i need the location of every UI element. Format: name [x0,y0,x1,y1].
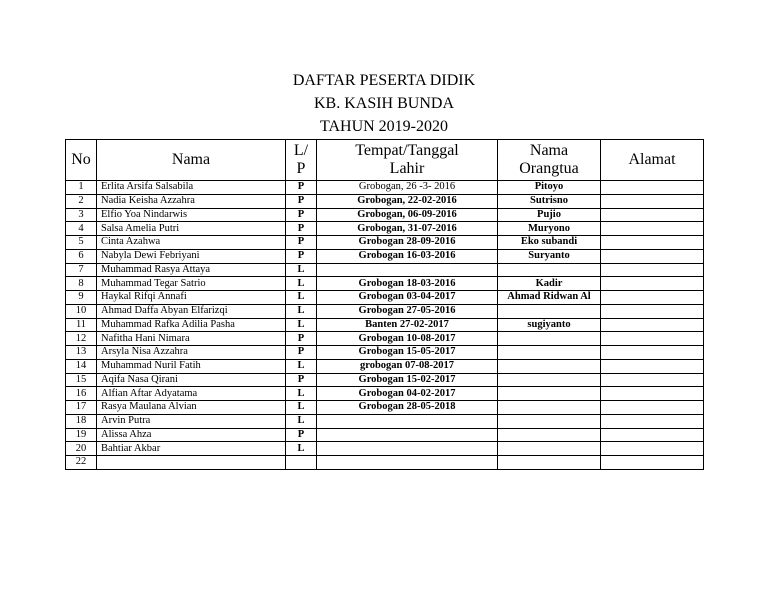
cell-nama-orangtua: Pitoyo [498,181,601,195]
table-row [66,456,704,470]
cell-no: 2 [66,194,97,208]
cell-tempat-tanggal-lahir [317,263,498,277]
cell-alamat [601,318,704,332]
cell-tempat-tanggal-lahir: Grobogan, 31-07-2016 [317,222,498,236]
table-row [66,263,704,277]
cell-nama-orangtua [498,359,601,373]
cell-nama-orangtua: Muryono [498,222,601,236]
cell-no: 1 [66,181,97,195]
column-header-ortu-line2: Orangtua [519,160,579,177]
cell-lp: P [286,346,317,360]
table-row [66,428,704,442]
student-table [65,139,704,470]
cell-lp: L [286,263,317,277]
cell-no: 4 [66,222,97,236]
cell-tempat-tanggal-lahir: Grobogan 28-05-2018 [317,401,498,415]
cell-alamat [601,442,704,456]
cell-tempat-tanggal-lahir: Grobogan, 06-09-2016 [317,208,498,222]
cell-tempat-tanggal-lahir: Grobogan, 26 -3- 2016 [317,181,498,195]
cell-tempat-tanggal-lahir: Grobogan 28-09-2016 [317,236,498,250]
cell-lp [286,456,317,470]
cell-nama-orangtua [498,332,601,346]
cell-nama-orangtua: Ahmad Ridwan Al [498,291,601,305]
cell-alamat [601,456,704,470]
cell-alamat [601,222,704,236]
cell-no: 14 [66,359,97,373]
cell-nama-orangtua [498,373,601,387]
cell-no: 8 [66,277,97,291]
cell-nama: Arsyla Nisa Azzahra [97,346,286,360]
table-row [66,332,704,346]
cell-nama-orangtua: Kadir [498,277,601,291]
cell-alamat [601,359,704,373]
table-row [66,222,704,236]
cell-tempat-tanggal-lahir: Grobogan 18-03-2016 [317,277,498,291]
column-header-lp-line2: P [296,160,306,177]
cell-nama: Rasya Maulana Alvian [97,401,286,415]
cell-alamat [601,373,704,387]
column-header-lp [286,140,317,181]
column-header-lp-line1: L/ [293,142,309,159]
cell-lp: L [286,359,317,373]
table-row [66,401,704,415]
cell-nama: Nafitha Hani Nimara [97,332,286,346]
table-row [66,208,704,222]
column-header-nama-orangtua [498,140,601,181]
cell-lp: L [286,401,317,415]
table-row [66,194,704,208]
cell-lp: P [286,249,317,263]
cell-nama: Nadia Keisha Azzahra [97,194,286,208]
cell-alamat [601,263,704,277]
cell-nama-orangtua [498,346,601,360]
table-row [66,346,704,360]
cell-lp: P [286,194,317,208]
table-row [66,277,704,291]
cell-no: 5 [66,236,97,250]
cell-nama: Muhammad Nuril Fatih [97,359,286,373]
school-year: TAHUN 2019-2020 [319,118,449,135]
table-header-row [66,140,704,181]
cell-tempat-tanggal-lahir [317,456,498,470]
cell-alamat [601,181,704,195]
cell-nama: Salsa Amelia Putri [97,222,286,236]
cell-lp: P [286,181,317,195]
cell-nama: Erlita Arsifa Salsabila [97,181,286,195]
table-row [66,249,704,263]
cell-alamat [601,401,704,415]
table-row [66,414,704,428]
cell-alamat [601,414,704,428]
cell-alamat [601,387,704,401]
cell-no: 10 [66,304,97,318]
cell-nama-orangtua: Sutrisno [498,194,601,208]
cell-lp: P [286,332,317,346]
cell-lp: L [286,291,317,305]
table-row [66,291,704,305]
table-row [66,359,704,373]
cell-nama-orangtua: sugiyanto [498,318,601,332]
column-header-ortu-line1: Nama [529,142,569,159]
cell-tempat-tanggal-lahir [317,428,498,442]
column-header-ttl-line2: Lahir [389,160,425,177]
cell-tempat-tanggal-lahir: grobogan 07-08-2017 [317,359,498,373]
table-row [66,236,704,250]
cell-lp: L [286,442,317,456]
cell-tempat-tanggal-lahir: Grobogan 27-05-2016 [317,304,498,318]
cell-no: 9 [66,291,97,305]
cell-nama: Aqifa Nasa Qirani [97,373,286,387]
cell-tempat-tanggal-lahir [317,414,498,428]
cell-no: 13 [66,346,97,360]
cell-lp: L [286,318,317,332]
cell-alamat [601,249,704,263]
cell-nama: Muhammad Rafka Adilia Pasha [97,318,286,332]
column-header-nama: Nama [97,140,286,181]
cell-no: 22 [66,456,97,470]
cell-nama-orangtua [498,428,601,442]
cell-lp: L [286,304,317,318]
cell-alamat [601,332,704,346]
cell-tempat-tanggal-lahir: Grobogan 15-02-2017 [317,373,498,387]
cell-nama-orangtua: Pujio [498,208,601,222]
cell-nama: Elfio Yoa Nindarwis [97,208,286,222]
cell-lp: P [286,236,317,250]
document-title: DAFTAR PESERTA DIDIK [292,72,476,89]
cell-lp: P [286,208,317,222]
table-row [66,387,704,401]
cell-nama-orangtua [498,263,601,277]
cell-nama-orangtua: Suryanto [498,249,601,263]
cell-no: 15 [66,373,97,387]
column-header-tempat-tanggal-lahir [317,140,498,181]
cell-nama-orangtua [498,387,601,401]
cell-lp: L [286,414,317,428]
cell-no: 17 [66,401,97,415]
cell-nama: Alfian Aftar Adyatama [97,387,286,401]
cell-no: 12 [66,332,97,346]
cell-alamat [601,346,704,360]
cell-lp: P [286,222,317,236]
cell-nama: Haykal Rifqi Annafi [97,291,286,305]
table-row [66,442,704,456]
cell-tempat-tanggal-lahir: Grobogan, 22-02-2016 [317,194,498,208]
cell-alamat [601,236,704,250]
cell-nama-orangtua [498,414,601,428]
cell-nama: Muhammad Rasya Attaya [97,263,286,277]
table-row [66,181,704,195]
cell-tempat-tanggal-lahir: Banten 27-02-2017 [317,318,498,332]
cell-no: 16 [66,387,97,401]
cell-alamat [601,277,704,291]
cell-no: 3 [66,208,97,222]
cell-lp: P [286,373,317,387]
cell-no: 11 [66,318,97,332]
column-header-no: No [66,140,97,181]
cell-nama-orangtua [498,304,601,318]
cell-tempat-tanggal-lahir: Grobogan 15-05-2017 [317,346,498,360]
cell-tempat-tanggal-lahir [317,442,498,456]
cell-no: 18 [66,414,97,428]
cell-alamat [601,291,704,305]
cell-nama-orangtua [498,442,601,456]
cell-lp: L [286,387,317,401]
column-header-alamat: Alamat [601,140,704,181]
cell-nama: Muhammad Tegar Satrio [97,277,286,291]
cell-nama: Cinta Azahwa [97,236,286,250]
cell-tempat-tanggal-lahir: Grobogan 16-03-2016 [317,249,498,263]
cell-nama: Arvin Putra [97,414,286,428]
cell-alamat [601,194,704,208]
cell-no: 19 [66,428,97,442]
cell-tempat-tanggal-lahir: Grobogan 03-04-2017 [317,291,498,305]
cell-nama-orangtua: Eko subandi [498,236,601,250]
table-row [66,373,704,387]
school-name: KB. KASIH BUNDA [313,95,454,112]
cell-no: 6 [66,249,97,263]
cell-lp: L [286,277,317,291]
cell-nama-orangtua [498,401,601,415]
cell-tempat-tanggal-lahir: Grobogan 10-08-2017 [317,332,498,346]
cell-alamat [601,304,704,318]
cell-tempat-tanggal-lahir: Grobogan 04-02-2017 [317,387,498,401]
cell-alamat [601,428,704,442]
cell-no: 7 [66,263,97,277]
cell-nama: Ahmad Daffa Abyan Elfarizqi [97,304,286,318]
cell-alamat [601,208,704,222]
cell-nama [97,456,286,470]
column-header-ttl-line1: Tempat/Tanggal [355,142,459,159]
cell-lp: P [286,428,317,442]
cell-no: 20 [66,442,97,456]
cell-nama: Nabyla Dewi Febriyani [97,249,286,263]
cell-nama: Alissa Ahza [97,428,286,442]
cell-nama-orangtua [498,456,601,470]
table-row [66,318,704,332]
cell-nama: Bahtiar Akbar [97,442,286,456]
table-row [66,304,704,318]
